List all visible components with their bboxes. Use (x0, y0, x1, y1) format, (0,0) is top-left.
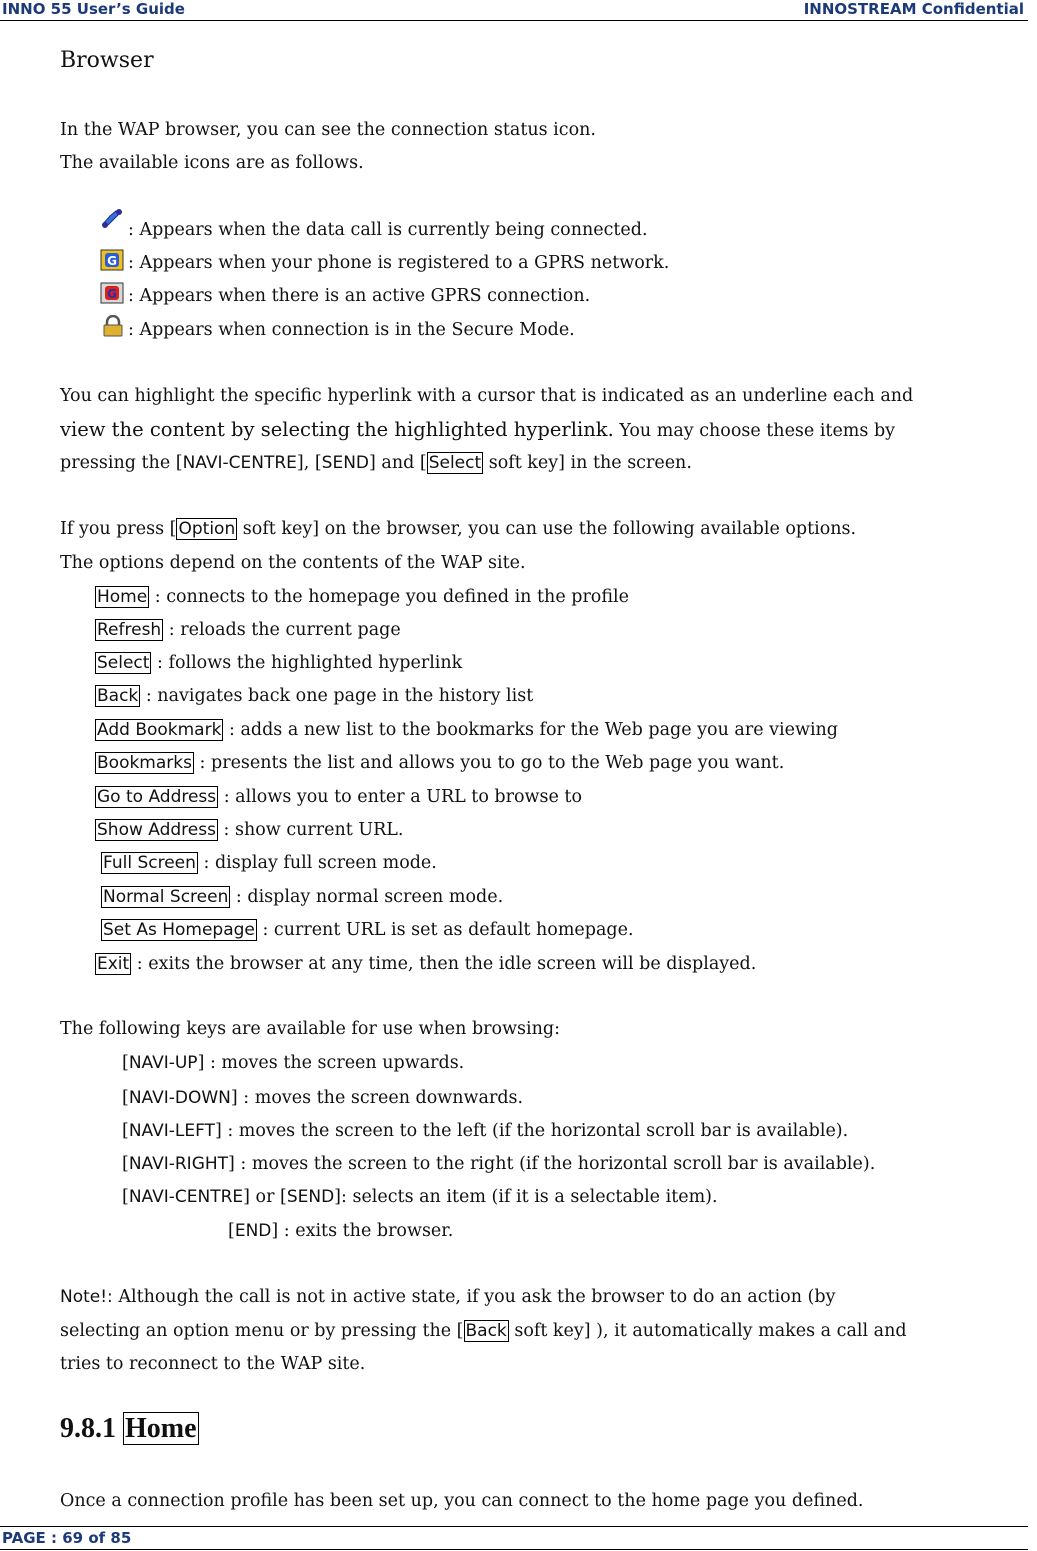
key-label-send: SEND (286, 1187, 335, 1207)
option-desc: : reloads the current page (163, 620, 401, 640)
option-label: Full Screen (103, 853, 196, 873)
gprs-active-icon (100, 282, 126, 304)
data-call-icon (100, 207, 126, 229)
option-line-2: The options depend on the contents of the WAP site. (60, 553, 526, 573)
option-desc: : allows you to enter a URL to browse to (218, 787, 582, 807)
svg-text:G: G (107, 287, 117, 301)
option-show-address (95, 819, 403, 841)
hyperlink-line-2 (60, 419, 895, 442)
text-fragment: [ (122, 1187, 129, 1207)
key-desc: ]: selects an item (if it is a selectable item). (334, 1187, 718, 1207)
text-fragment: [ (122, 1154, 129, 1174)
note-line-3: tries to reconnect to the WAP site. (60, 1354, 366, 1374)
note-line-1 (60, 1286, 835, 1308)
option-back (95, 685, 533, 707)
secure-lock-icon (100, 315, 126, 337)
option-desc: : current URL is set as default homepage. (256, 920, 634, 940)
back-softkey-label: Back (465, 1321, 507, 1341)
key-label: NAVI-LEFT (128, 1121, 215, 1141)
note-label: Note!: (60, 1287, 113, 1307)
hyperlink-line-2-rest: You may choose these items by (613, 421, 896, 441)
page-header (0, 0, 1028, 21)
gprs-registered-icon (100, 249, 126, 271)
select-softkey-label: Select (428, 453, 482, 473)
option-desc: : follows the highlighted hyperlink (151, 653, 463, 673)
option-label: Select (97, 653, 150, 673)
closing-line: Once a connection profile has been set up, you can connect to the home page you defined. (60, 1491, 864, 1511)
text-fragment: ], [ (296, 453, 322, 473)
data-call-desc: : Appears when the data call is currently being connected. (128, 220, 648, 240)
key-label: END (234, 1221, 272, 1241)
option-bookmarks (95, 752, 784, 774)
subsection-number: 9.8.1 (60, 1413, 123, 1444)
document-title: INNO 55 User’s Guide (2, 0, 185, 18)
key-desc: ] : moves the screen to the left (if the horizontal scroll bar is available). (214, 1121, 849, 1141)
option-add-bookmark (95, 719, 838, 741)
gprs-active-desc: : Appears when there is an active GPRS connection. (128, 286, 591, 306)
text-fragment: soft key] in the screen. (483, 453, 692, 473)
option-desc: : connects to the homepage you defined in the profile (149, 587, 629, 607)
text-fragment: If you press [ (60, 519, 177, 539)
key-label: NAVI-CENTRE (128, 1187, 244, 1207)
key-desc: ] : moves the screen to the right (if the horizontal scroll bar is available). (228, 1154, 876, 1174)
subsection-heading (60, 1412, 199, 1446)
gprs-registered-desc: : Appears when your phone is registered to a GPRS network. (128, 253, 670, 273)
section-title: Browser (60, 48, 154, 73)
key-navi-left (122, 1120, 848, 1142)
hyperlink-line-1: You can highlight the specific hyperlink with a cursor that is indicated as an underline each and (60, 386, 914, 406)
note-line-2 (60, 1320, 907, 1342)
option-desc: : presents the list and allows you to go to the Web page you want. (193, 753, 785, 773)
send-key: SEND (321, 453, 370, 473)
text-fragment: [ (122, 1088, 129, 1108)
option-desc: : show current URL. (217, 820, 404, 840)
note-text: Although the call is not in active state, if you ask the browser to do an action (by (112, 1287, 836, 1307)
option-label: Normal Screen (103, 887, 229, 907)
option-set-as-homepage (101, 919, 634, 941)
text-fragment: [ (122, 1121, 129, 1141)
hyperlink-line-3 (60, 452, 692, 474)
hyperlink-line-2-emphasis: view the content by selecting the highlighted hyperlink. (60, 418, 614, 441)
text-fragment: ] and [ (369, 453, 427, 473)
page-footer (0, 1526, 1028, 1550)
option-refresh (95, 619, 401, 641)
text-fragment: [ (122, 1053, 129, 1073)
option-label: Show Address (97, 820, 216, 840)
option-full-screen (101, 852, 437, 874)
text-fragment: soft key] ), it automatically makes a call and (508, 1321, 907, 1341)
option-line-1 (60, 518, 856, 540)
option-label: Bookmarks (97, 753, 192, 773)
option-label: Exit (97, 954, 130, 974)
page-number: PAGE : 69 of 85 (2, 1529, 132, 1547)
key-navi-right (122, 1153, 875, 1175)
text-fragment: selecting an option menu or by pressing the [ (60, 1321, 464, 1341)
text-fragment: [ (228, 1221, 235, 1241)
option-desc: : navigates back one page in the history list (140, 686, 534, 706)
key-desc: ] : moves the screen downwards. (230, 1088, 524, 1108)
key-desc: ] : moves the screen upwards. (197, 1053, 465, 1073)
key-navi-down (122, 1087, 523, 1109)
text-fragment: pressing the [ (60, 453, 183, 473)
key-label: NAVI-DOWN (128, 1088, 231, 1108)
text-fragment: soft key] on the browser, you can use the following available options. (237, 519, 857, 539)
secure-lock-desc: : Appears when connection is in the Secure Mode. (128, 320, 575, 340)
navi-centre-key: NAVI-CENTRE (182, 453, 297, 473)
key-navi-centre-send (122, 1186, 718, 1208)
confidential-label: INNOSTREAM Confidential (803, 0, 1024, 18)
subsection-title: Home (125, 1413, 197, 1444)
key-label: NAVI-RIGHT (128, 1154, 229, 1174)
key-desc: ] : exits the browser. (271, 1221, 454, 1241)
option-label: Go to Address (97, 787, 217, 807)
option-label: Back (97, 686, 139, 706)
option-desc: : adds a new list to the bookmarks for the Web page you are viewing (223, 720, 839, 740)
option-normal-screen (101, 886, 503, 908)
intro-line-2: The available icons are as follows. (60, 153, 364, 173)
option-label: Add Bookmark (97, 720, 222, 740)
option-softkey-label: Option (178, 519, 236, 539)
option-select (95, 652, 462, 674)
key-navi-up (122, 1052, 464, 1074)
option-label: Set As Homepage (103, 920, 255, 940)
option-desc: : display full screen mode. (197, 853, 437, 873)
option-home (95, 586, 629, 608)
intro-line-1: In the WAP browser, you can see the connection status icon. (60, 120, 596, 140)
key-label: NAVI-UP (128, 1053, 198, 1073)
option-desc: : exits the browser at any time, then the idle screen will be displayed. (131, 954, 757, 974)
keys-intro: The following keys are available for use when browsing: (60, 1019, 561, 1039)
text-fragment: ] or [ (243, 1187, 287, 1207)
option-label: Refresh (97, 620, 162, 640)
option-exit (95, 953, 756, 975)
option-label: Home (97, 587, 148, 607)
key-end (228, 1220, 453, 1242)
option-go-to-address (95, 786, 582, 808)
svg-text:G: G (107, 254, 117, 268)
option-desc: : display normal screen mode. (230, 887, 504, 907)
